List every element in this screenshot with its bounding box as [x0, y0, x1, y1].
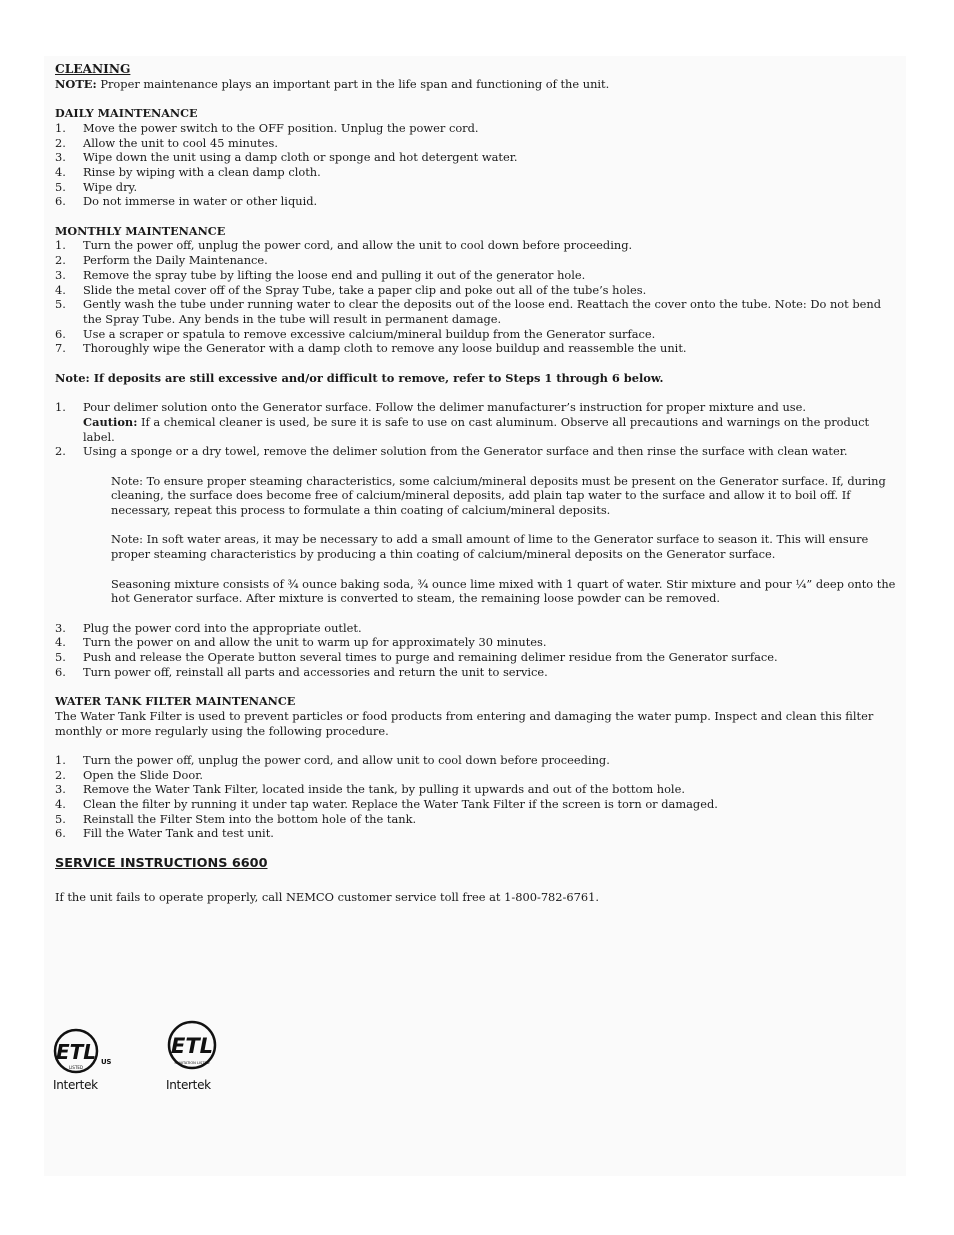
list-item: 5. Reinstall the Filter Stem into the bottom hole of the tank.	[55, 811, 417, 826]
list-item: 6. Fill the Water Tank and test unit.	[55, 826, 274, 841]
certification-logos	[53, 1020, 253, 1100]
monthly-list	[55, 238, 900, 356]
filter-heading: WATER TANK FILTER MAINTENANCE	[55, 694, 296, 709]
list-item: 3. Wipe down the unit using a damp cloth or sponge and hot detergent water.	[55, 150, 518, 165]
list-item: 1. Turn the power off, unplug the power cord, and allow the unit to cool down before proceeding.	[55, 238, 633, 253]
list-item: 4. Turn the power on and allow the unit to warm up for approximately 30 minutes.	[55, 635, 547, 650]
delimer-list-continued	[55, 621, 900, 680]
etl-mark-text: ETL	[55, 1040, 97, 1064]
list-item: 1. Turn the power off, unplug the power cord, and allow unit to cool down before proceeding.	[55, 752, 610, 767]
service-heading: SERVICE INSTRUCTIONS 6600	[55, 856, 268, 872]
list-item: 4. Clean the filter by running it under tap water. Replace the Water Tank Filter if the screen is torn or damaged.	[55, 797, 718, 811]
list-item: 5. Push and release the Operate button several times to purge and remaining delimer residue from the Generator surface.	[55, 650, 778, 664]
list-item: 4. Slide the metal cover off of the Spray Tube, take a paper clip and poke out all of the tube’s holes.	[55, 282, 647, 297]
list-item: 3. Remove the Water Tank Filter, located inside the tank, by pulling it upwards and out of the bottom hole.	[55, 782, 685, 797]
filter-list	[55, 753, 900, 841]
note-label: NOTE:	[55, 76, 97, 91]
list-item: 4. Rinse by wiping with a clean damp cloth.	[55, 164, 321, 179]
daily-list	[55, 121, 900, 209]
us-text: US	[101, 1058, 112, 1066]
intertek-right-text: Intertek	[166, 1078, 211, 1092]
list-item: 2. Allow the unit to cool 45 minutes.	[55, 135, 278, 150]
seasoning-note: Seasoning mixture consists of ¾ ounce baking soda, ¾ ounce lime mixed with 1 quart of water. Stir mixture and pour ¼” deep onto the hot Generator surface. After mixture is converted to steam, the remaining loose powder can be removed.	[111, 576, 896, 606]
etl-mark-text-2: ETL	[170, 1034, 214, 1058]
listed-text: LISTED	[69, 1065, 83, 1070]
cleaning-heading: CLEANING	[55, 62, 131, 76]
sanitation-text: SANITATION LISTED	[174, 1061, 210, 1065]
list-item: 3. Plug the power cord into the appropriate outlet.	[55, 620, 362, 635]
daily-heading: DAILY MAINTENANCE	[55, 106, 198, 121]
steaming-note: Note: To ensure proper steaming characteristics, some calcium/mineral deposits must be present on the Generator surface. If, during cleaning, the surface does become free of calcium/mineral deposits, add plain tap water to the surface and allow it to boil off. If necessary, repeat this process to formulate a thin coating of calcium/mineral deposits.	[111, 473, 886, 518]
list-item: 7. Thoroughly wipe the Generator with a damp cloth to remove any loose buildup and reassemble the unit.	[55, 341, 687, 356]
caution-label: Caution:	[83, 414, 138, 429]
list-item: 1. Pour delimer solution onto the Generator surface. Follow the delimer manufacturer’s instruction for proper mixture and use. Caution: If a chemical cleaner is used, be sure it is safe to use on cast aluminum. Observe all precautions and warnings on the product label.	[55, 400, 870, 444]
caution-text: If a chemical cleaner is used, be sure it is safe to use on cast aluminum. Observe all precautions and warnings on the product label.	[83, 414, 870, 444]
filter-intro: The Water Tank Filter is used to prevent particles or food products from entering and damaging the water pump. Inspect and clean this filter monthly or more regularly using the following procedure.	[55, 708, 874, 738]
list-item: 6. Use a scraper or spatula to remove excessive calcium/mineral buildup from the Generator surface.	[55, 326, 656, 341]
list-item: 5. Wipe dry.	[55, 179, 138, 194]
list-item: 5. Gently wash the tube under running water to clear the deposits out of the loose end. Reattach the cover onto the tube. Note: Do not bend the Spray Tube. Any bends in the tube will result in permanent damage.	[55, 297, 882, 326]
list-item: 6. Do not immerse in water or other liquid.	[55, 194, 318, 209]
list-item: 3. Remove the spray tube by lifting the loose end and pulling it out of the generator hole.	[55, 267, 586, 282]
note-text: Proper maintenance plays an important part in the life span and functioning of the unit.	[96, 76, 610, 91]
list-item: 2. Perform the Daily Maintenance.	[55, 253, 268, 268]
list-item: 6. Turn power off, reinstall all parts and accessories and return the unit to service.	[55, 664, 548, 679]
list-item: 2. Using a sponge or a dry towel, remove the delimer solution from the Generator surface and then rinse the surface with clean water.	[55, 444, 848, 459]
etl-sanitation-logo	[167, 1020, 217, 1070]
monthly-heading: MONTHLY MAINTENANCE	[55, 223, 226, 238]
list-item: 2. Open the Slide Door.	[55, 767, 204, 782]
service-text: If the unit fails to operate properly, call NEMCO customer service toll free at 1-800-782-6761.	[55, 889, 600, 904]
soft-water-note: Note: In soft water areas, it may be necessary to add a small amount of lime to the Generator surface to season it. This will ensure proper steaming characteristics by producing a thin coating of calcium/mineral deposits on the Generator surface.	[111, 532, 869, 562]
deposits-note: Note: If deposits are still excessive and/or difficult to remove, refer to Steps 1 through 6 below.	[55, 370, 664, 385]
list-item: 1. Move the power switch to the OFF position. Unplug the power cord.	[55, 120, 479, 135]
etl-listed-us-logo	[53, 1028, 99, 1074]
cleaning-note	[55, 77, 900, 92]
intertek-left-text: Intertek	[53, 1078, 98, 1092]
delimer-list	[55, 400, 900, 459]
document-body	[55, 62, 900, 905]
